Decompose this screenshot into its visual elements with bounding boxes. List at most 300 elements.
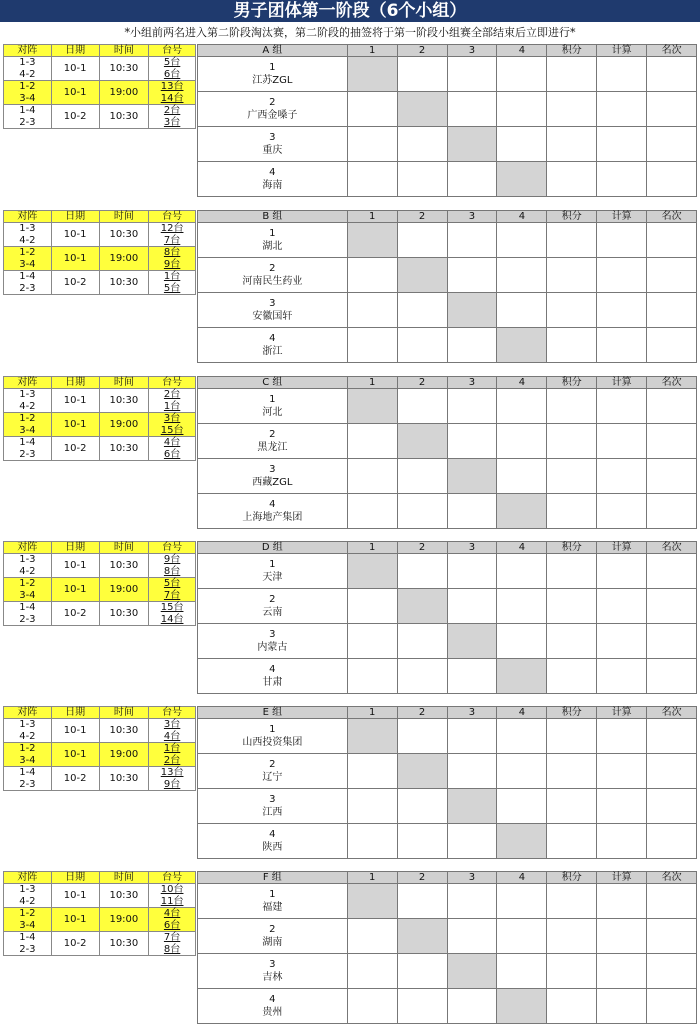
- grid-header: [198, 45, 697, 57]
- grid-header-cell: 1: [348, 542, 398, 554]
- table-number-cell: [149, 57, 196, 80]
- team-cell: [198, 919, 348, 954]
- table-number-1: 5台: [163, 578, 181, 589]
- table-number-cell: [149, 908, 196, 931]
- date-cell: 10-1: [52, 908, 100, 931]
- score-cell: [497, 389, 547, 424]
- date-cell: 10-2: [52, 105, 100, 128]
- table-number-1: 3台: [163, 413, 181, 424]
- score-cell: [597, 424, 647, 459]
- score-cell: [647, 554, 697, 589]
- team-row: [198, 719, 697, 754]
- team-row: [198, 954, 697, 989]
- grid-header-cell: 计算: [597, 707, 647, 719]
- date-cell: 10-2: [52, 767, 100, 790]
- table-number-cell: [149, 932, 196, 955]
- matchup-2: 3-4: [19, 919, 36, 931]
- matchup-2: 4-2: [19, 565, 36, 577]
- date-cell: 10-2: [52, 437, 100, 460]
- schedule-header: [4, 210, 196, 222]
- team-cell: [198, 127, 348, 162]
- schedule-header-cell: 日期: [52, 707, 100, 718]
- matchup-cell: [4, 271, 52, 294]
- schedule-header-cell: 对阵: [4, 377, 52, 388]
- grid-header-cell: 3: [448, 872, 498, 884]
- table-number-2: 9台: [163, 778, 181, 790]
- table-number-2: 14台: [160, 613, 184, 625]
- date-cell: 10-1: [52, 578, 100, 601]
- grid-header-cell: 名次: [647, 707, 697, 719]
- score-cell: [448, 659, 498, 694]
- score-cell: [597, 223, 647, 258]
- matchup-1: 1-4: [19, 932, 36, 943]
- blank-diagonal-cell: [448, 127, 498, 162]
- schedule-header-cell: 台号: [149, 211, 196, 222]
- date-cell: 10-1: [52, 554, 100, 577]
- score-cell: [348, 162, 398, 197]
- score-cell: [597, 127, 647, 162]
- score-cell: [348, 459, 398, 494]
- table-number-1: 4台: [163, 437, 181, 448]
- grid-header-cell: 1: [348, 45, 398, 57]
- score-cell: [597, 92, 647, 127]
- blank-diagonal-cell: [497, 659, 547, 694]
- blank-diagonal-cell: [448, 459, 498, 494]
- score-cell: [497, 127, 547, 162]
- matchup-2: 2-3: [19, 613, 36, 625]
- team-row: [198, 789, 697, 824]
- score-cell: [398, 989, 448, 1024]
- table-number-2: 1台: [163, 400, 181, 412]
- table-number-2: 7台: [163, 234, 181, 246]
- matchup-2: 3-4: [19, 92, 36, 104]
- score-cell: [497, 293, 547, 328]
- team-row: [198, 258, 697, 293]
- time-cell: 19:00: [100, 743, 150, 766]
- grid-header-cell: 1: [348, 377, 398, 389]
- matchup-2: 2-3: [19, 448, 36, 460]
- matchup-cell: [4, 437, 52, 460]
- schedule-row: [4, 766, 196, 790]
- team-number: 3: [269, 298, 276, 309]
- time-cell: 19:00: [100, 247, 150, 270]
- matchup-1: 1-3: [19, 719, 36, 730]
- score-cell: [547, 789, 597, 824]
- score-cell: [448, 389, 498, 424]
- score-cell: [398, 624, 448, 659]
- score-cell: [547, 589, 597, 624]
- team-name: 甘肃: [262, 677, 283, 688]
- score-cell: [647, 162, 697, 197]
- blank-diagonal-cell: [348, 719, 398, 754]
- score-cell: [647, 127, 697, 162]
- score-cell: [398, 162, 448, 197]
- grid-header-cell: 积分: [547, 872, 597, 884]
- schedule-header: [4, 541, 196, 553]
- table-number-1: 9台: [163, 554, 181, 565]
- schedule-header-cell: 日期: [52, 872, 100, 883]
- schedule-header-cell: 对阵: [4, 45, 52, 56]
- score-cell: [348, 989, 398, 1024]
- schedule-header: [4, 44, 196, 56]
- time-cell: 10:30: [100, 57, 150, 80]
- team-row: [198, 989, 697, 1024]
- score-cell: [348, 789, 398, 824]
- score-cell: [448, 494, 498, 529]
- table-number-cell: [149, 743, 196, 766]
- grid-header-cell: 积分: [547, 211, 597, 223]
- score-cell: [398, 328, 448, 363]
- group-name: C 组: [198, 377, 348, 389]
- schedule-header-cell: 台号: [149, 377, 196, 388]
- date-cell: 10-2: [52, 602, 100, 625]
- team-row: [198, 328, 697, 363]
- matchup-1: 1-3: [19, 57, 36, 68]
- blank-diagonal-cell: [348, 57, 398, 92]
- score-cell: [348, 624, 398, 659]
- matchup-cell: [4, 223, 52, 246]
- schedule-row: [4, 883, 196, 907]
- score-cell: [647, 92, 697, 127]
- grid-header-cell: 名次: [647, 542, 697, 554]
- score-cell: [647, 884, 697, 919]
- matchup-cell: [4, 578, 52, 601]
- matchup-2: 4-2: [19, 730, 36, 742]
- score-cell: [448, 57, 498, 92]
- team-name: 河北: [262, 407, 283, 418]
- time-cell: 10:30: [100, 767, 150, 790]
- team-name: 广西金嗓子: [247, 110, 298, 121]
- score-cell: [348, 293, 398, 328]
- score-cell: [348, 92, 398, 127]
- score-cell: [398, 57, 448, 92]
- standings-grid: [197, 44, 697, 197]
- schedule-header-cell: 日期: [52, 377, 100, 388]
- grid-header: [198, 211, 697, 223]
- matchup-2: 3-4: [19, 424, 36, 436]
- score-cell: [647, 589, 697, 624]
- standings-grid: [197, 871, 697, 1024]
- team-cell: [198, 884, 348, 919]
- team-name: 海南: [262, 180, 283, 191]
- schedule-row: [4, 436, 196, 460]
- score-cell: [348, 919, 398, 954]
- schedule-row: [4, 577, 196, 601]
- score-cell: [448, 589, 498, 624]
- score-cell: [597, 162, 647, 197]
- schedule-row: [4, 931, 196, 955]
- table-number-cell: [149, 105, 196, 128]
- team-cell: [198, 223, 348, 258]
- grid-header-cell: 计算: [597, 872, 647, 884]
- score-cell: [597, 459, 647, 494]
- score-cell: [647, 754, 697, 789]
- matchup-2: 3-4: [19, 754, 36, 766]
- table-number-cell: [149, 578, 196, 601]
- score-cell: [597, 554, 647, 589]
- score-cell: [547, 389, 597, 424]
- matchup-1: 1-3: [19, 554, 36, 565]
- score-cell: [497, 754, 547, 789]
- team-number: 3: [269, 132, 276, 143]
- date-cell: 10-1: [52, 247, 100, 270]
- score-cell: [547, 989, 597, 1024]
- score-cell: [597, 719, 647, 754]
- score-cell: [448, 919, 498, 954]
- grid-header-cell: 4: [497, 542, 547, 554]
- time-cell: 19:00: [100, 81, 150, 104]
- group-name: D 组: [198, 542, 348, 554]
- score-cell: [398, 719, 448, 754]
- score-cell: [497, 424, 547, 459]
- score-cell: [647, 494, 697, 529]
- matchup-1: 1-4: [19, 437, 36, 448]
- schedule-header: [4, 376, 196, 388]
- team-cell: [198, 824, 348, 859]
- matchup-cell: [4, 105, 52, 128]
- schedule-header-cell: 时间: [100, 872, 150, 883]
- team-number: 3: [269, 464, 276, 475]
- matchup-cell: [4, 743, 52, 766]
- grid-header-cell: 计算: [597, 542, 647, 554]
- score-cell: [547, 57, 597, 92]
- blank-diagonal-cell: [448, 624, 498, 659]
- schedule-header-cell: 台号: [149, 542, 196, 553]
- table-number-2: 5台: [163, 282, 181, 294]
- schedule-header-cell: 对阵: [4, 542, 52, 553]
- score-cell: [497, 589, 547, 624]
- team-number: 2: [269, 429, 276, 440]
- team-name: 天津: [262, 572, 283, 583]
- matchup-cell: [4, 932, 52, 955]
- schedule-header-cell: 时间: [100, 377, 150, 388]
- team-cell: [198, 424, 348, 459]
- table-number-1: 13台: [160, 81, 184, 92]
- grid-header-cell: 名次: [647, 872, 697, 884]
- table-number-1: 1台: [163, 271, 181, 282]
- table-number-1: 2台: [163, 105, 181, 116]
- grid-header-cell: 1: [348, 707, 398, 719]
- team-name: 内蒙古: [257, 642, 288, 653]
- schedule-header-cell: 台号: [149, 707, 196, 718]
- score-cell: [448, 554, 498, 589]
- grid-header-cell: 计算: [597, 377, 647, 389]
- team-cell: [198, 754, 348, 789]
- matchup-2: 4-2: [19, 895, 36, 907]
- matchup-1: 1-2: [19, 81, 36, 92]
- team-cell: [198, 389, 348, 424]
- schedule-header-cell: 台号: [149, 872, 196, 883]
- team-name: 贵州: [262, 1007, 283, 1018]
- schedule-table: [3, 376, 196, 461]
- group-name: F 组: [198, 872, 348, 884]
- blank-diagonal-cell: [448, 293, 498, 328]
- table-number-2: 6台: [163, 448, 181, 460]
- standings-grid: [197, 541, 697, 694]
- table-number-1: 12台: [160, 223, 184, 234]
- score-cell: [547, 719, 597, 754]
- schedule-header-cell: 对阵: [4, 707, 52, 718]
- grid-header: [198, 707, 697, 719]
- score-cell: [647, 719, 697, 754]
- table-number-cell: [149, 389, 196, 412]
- team-number: 1: [269, 394, 276, 405]
- date-cell: 10-1: [52, 884, 100, 907]
- score-cell: [547, 824, 597, 859]
- matchup-1: 1-2: [19, 247, 36, 258]
- score-cell: [547, 659, 597, 694]
- schedule-row: [4, 907, 196, 931]
- team-number: 3: [269, 794, 276, 805]
- time-cell: 19:00: [100, 413, 150, 436]
- matchup-cell: [4, 247, 52, 270]
- table-number-cell: [149, 81, 196, 104]
- team-number: 4: [269, 829, 276, 840]
- team-cell: [198, 162, 348, 197]
- grid-header-cell: 2: [398, 377, 448, 389]
- score-cell: [497, 624, 547, 659]
- score-cell: [448, 989, 498, 1024]
- score-cell: [597, 328, 647, 363]
- grid-header-cell: 计算: [597, 45, 647, 57]
- team-name: 福建: [262, 902, 283, 913]
- team-number: 3: [269, 629, 276, 640]
- table-number-cell: [149, 223, 196, 246]
- schedule-row: [4, 742, 196, 766]
- matchup-2: 3-4: [19, 589, 36, 601]
- grid-header-cell: 4: [497, 377, 547, 389]
- schedule-table: [3, 541, 196, 626]
- grid-header-cell: 2: [398, 45, 448, 57]
- time-cell: 10:30: [100, 884, 150, 907]
- schedule-header-cell: 时间: [100, 211, 150, 222]
- score-cell: [597, 989, 647, 1024]
- blank-diagonal-cell: [348, 223, 398, 258]
- schedule-table: [3, 210, 196, 295]
- score-cell: [448, 92, 498, 127]
- team-name: 安徽国轩: [252, 311, 293, 322]
- team-row: [198, 57, 697, 92]
- grid-header-cell: 3: [448, 45, 498, 57]
- score-cell: [597, 389, 647, 424]
- score-cell: [398, 954, 448, 989]
- time-cell: 10:30: [100, 932, 150, 955]
- date-cell: 10-1: [52, 719, 100, 742]
- team-cell: [198, 258, 348, 293]
- team-number: 1: [269, 559, 276, 570]
- team-row: [198, 659, 697, 694]
- score-cell: [547, 424, 597, 459]
- score-cell: [497, 57, 547, 92]
- group-name: E 组: [198, 707, 348, 719]
- matchup-2: 2-3: [19, 778, 36, 790]
- table-number-2: 2台: [163, 754, 181, 766]
- time-cell: 10:30: [100, 719, 150, 742]
- team-row: [198, 624, 697, 659]
- grid-header-cell: 4: [497, 707, 547, 719]
- score-cell: [597, 589, 647, 624]
- matchup-cell: [4, 554, 52, 577]
- grid-header-cell: 4: [497, 872, 547, 884]
- score-cell: [398, 223, 448, 258]
- matchup-1: 1-3: [19, 884, 36, 895]
- team-row: [198, 389, 697, 424]
- grid-header: [198, 542, 697, 554]
- schedule-header-cell: 时间: [100, 45, 150, 56]
- score-cell: [398, 494, 448, 529]
- team-name: 西藏ZGL: [252, 477, 293, 488]
- score-cell: [448, 884, 498, 919]
- team-name: 河南民生药业: [242, 276, 303, 287]
- team-row: [198, 293, 697, 328]
- grid-header-cell: 积分: [547, 377, 597, 389]
- matchup-1: 1-2: [19, 578, 36, 589]
- matchup-2: 2-3: [19, 116, 36, 128]
- blank-diagonal-cell: [497, 494, 547, 529]
- blank-diagonal-cell: [398, 258, 448, 293]
- table-number-2: 11台: [160, 895, 184, 907]
- table-number-cell: [149, 247, 196, 270]
- page-subtitle: *小组前两名进入第二阶段淘汰赛，第二阶段的抽签将于第一阶段小组赛全部结束后立即进行*: [124, 26, 576, 39]
- score-cell: [448, 258, 498, 293]
- score-cell: [597, 659, 647, 694]
- team-number: 2: [269, 263, 276, 274]
- score-cell: [547, 954, 597, 989]
- grid-header: [198, 377, 697, 389]
- blank-diagonal-cell: [398, 919, 448, 954]
- date-cell: 10-2: [52, 271, 100, 294]
- score-cell: [647, 954, 697, 989]
- standings-grid: [197, 706, 697, 859]
- score-cell: [597, 884, 647, 919]
- schedule-header-cell: 对阵: [4, 872, 52, 883]
- score-cell: [647, 989, 697, 1024]
- matchup-1: 1-2: [19, 413, 36, 424]
- score-cell: [497, 459, 547, 494]
- blank-diagonal-cell: [348, 554, 398, 589]
- blank-diagonal-cell: [497, 162, 547, 197]
- team-number: 4: [269, 167, 276, 178]
- schedule-row: [4, 270, 196, 294]
- matchup-2: 4-2: [19, 400, 36, 412]
- table-number-cell: [149, 767, 196, 790]
- blank-diagonal-cell: [348, 884, 398, 919]
- team-row: [198, 223, 697, 258]
- grid-header-cell: 名次: [647, 45, 697, 57]
- matchup-1: 1-4: [19, 271, 36, 282]
- score-cell: [547, 293, 597, 328]
- table-number-2: 6台: [163, 919, 181, 931]
- blank-diagonal-cell: [398, 92, 448, 127]
- team-row: [198, 127, 697, 162]
- team-name: 辽宁: [262, 772, 283, 783]
- score-cell: [597, 824, 647, 859]
- team-name: 陕西: [262, 842, 283, 853]
- team-number: 1: [269, 889, 276, 900]
- schedule-row: [4, 718, 196, 742]
- score-cell: [398, 293, 448, 328]
- team-name: 浙江: [262, 346, 283, 357]
- score-cell: [547, 884, 597, 919]
- blank-diagonal-cell: [348, 389, 398, 424]
- team-row: [198, 494, 697, 529]
- score-cell: [597, 754, 647, 789]
- table-number-1: 10台: [160, 884, 184, 895]
- table-number-2: 7台: [163, 589, 181, 601]
- matchup-cell: [4, 908, 52, 931]
- schedule-row: [4, 56, 196, 80]
- table-number-cell: [149, 271, 196, 294]
